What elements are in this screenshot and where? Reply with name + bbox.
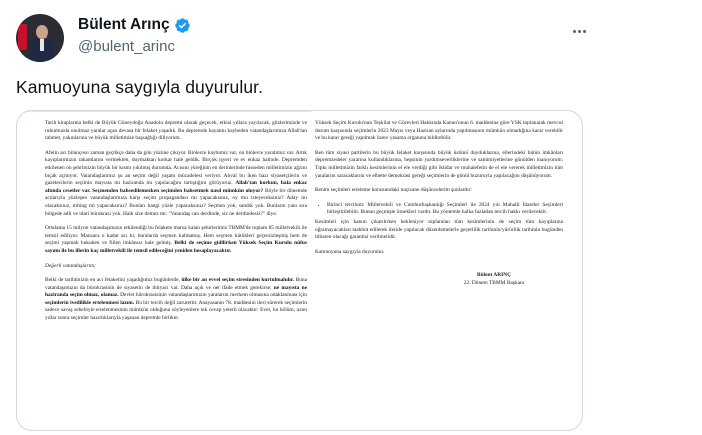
doc-bullet-list bbox=[315, 202, 563, 217]
avatar[interactable] bbox=[16, 14, 64, 62]
signature-title: 22. Dönem TBMM Başkanı bbox=[463, 279, 525, 286]
doc-paragraph: Ben tüm siyasi partilerin bu büyük felaket karşısında büyük üstünü duyduklarına, ellerindeki bütün imkânları depremzedeler yararına kullandıklarına, hepsinin yardımseverliklerine ve samimiyetlerine gönülden inanıyorum. Tıpkı milletimizin farklı kesimlerinin el ele verdiği gibi iktidar ve muhalefetin de el ele vererek milletimizin tüm yaralarını saracaklarını ve elbette demokrasi gereği seçimlerin de gönül huzuruyla yapılacağını düşünüyorum. bbox=[315, 149, 563, 179]
document-page-left bbox=[45, 120, 307, 330]
more-horizontal-icon bbox=[578, 30, 581, 33]
doc-paragraph: Kesimleri için kanun çıkarılırken bekleniyor toplanılan tüm kesimlerinin de seçim tüm kayıplarına uğramayacakları taahhüt edilerek ileride yapılacak düzenlemelerle geçerlilik tarihinin/yürürlük tarihinin bugünden itibaren olacağı garantisi verilmelidir. bbox=[315, 218, 563, 241]
doc-bullet-item: • Birinci tercihim: Milletvekili ve Cumhurbaşkanlığı Seçimleri ile 2024 yılı Mahalli İdareler Seçimleri birleştirilebilir. Bunun geçmişte örnekleri vardır. Bu yöntemle halka fazladan tercih hakkı verilecektir. bbox=[327, 202, 563, 217]
verified-badge-icon bbox=[174, 17, 191, 34]
more-options-button[interactable] bbox=[567, 25, 591, 37]
more-horizontal-icon bbox=[573, 30, 576, 33]
tweet-text: Kamuoyuna saygıyla duyurulur. bbox=[16, 77, 264, 97]
display-name[interactable]: Bülent Arınç bbox=[78, 16, 170, 33]
shirt-shape bbox=[40, 39, 44, 51]
doc-paragraph: Afetin acı bilançosu zaman geçtikçe daha da gün yüzüne çıkıyor. Binlerce kaybımız var, on binlerce yaralımız var. Artık kayıplarımızın rakamlarını vermekten, duymaktan korkar hale geldik. Birçok işyeri ve ev enkaz halinde. Depremden etkilenen on şehrimizin büyük bir kısmı yıkılmış durumda. Acısını yüreğinin en derinlerinde hisseden milletimizin ağzını bıçak açmıyor. Vatandaşlarımız şu an seçim değil yaşam mücadelesi veriyor. Ahval bu iken bazı siyasetçilerin ve gazetecilerin seçimin mayısta mı haziranda mı yapılacağını tartıştığını görüyoruz. Allah'tan korkun, hala enkaz altında cesetler var. Seçmenden bahsedilemezken seçimden bahsetmek nasıl mümkün oluyor? Böyle bir dönemde acılarıyla yüzleşen vatandaşlarımıza karşı seçim propagandası mı yapacaksınız, oy mu isteyeceksiniz? Aday mı olacaksınız, miting mi yapacaksınız? Bunları hangi yüzle yapacaksınız? Seçmen yok, sandık yok. Bunların yanı sıra bölgede adli ve idari bürokrasi yok. Halk size demez mi: "Vatandaş can derdinde, siz ne derdindesiz?" diye. bbox=[45, 149, 308, 217]
doc-paragraph: Yüksek Seçim Kurulu'nun Teşkilat ve Görevleri Hakkında Kanun'unun 6. maddesine göre YSK toplanarak mevcut durum karşısında seçimlerin 2023 Mayıs veya Haziran aylarında yapılmasının mümkün olmadığına karar verebilir ve bu karar gereği yapılmak üzere yasama organına bildirebilir. bbox=[315, 120, 563, 142]
page-top-edge bbox=[17, 111, 311, 112]
doc-paragraph: Ortalama 15 milyon vatandaşımızın etkilendiği bu felakete maruz kalan şehirlerimiz TBMM'de toplam 85 milletvekili ile temsil ediliyor. Manzara o kadar acı ki; buralarda seçmen kalmamış. Hem seçmen kütükleri geçersizleşmiş hem de seçimi yapmak hukuken ve fiilen imkânsız hale gelmiş. Belki de seçime gidilirken Yüksek Seçim Kurulu nüfus sayımı ile bu illerin kaç milletvekili ile temsil edileceğini yeniden hesaplayacaktır. bbox=[45, 225, 308, 254]
flag-shape bbox=[18, 24, 27, 50]
more-horizontal-icon bbox=[583, 30, 586, 33]
tweet-media-image[interactable] bbox=[16, 110, 583, 431]
name-row bbox=[78, 16, 191, 34]
doc-paragraph: Tarih kitaplarına belki de Büyük Güneydoğu Anadolu depremi olarak geçecek, etkisi yıllara yayılacak, gözlerimizde ve ruhumuzda onulmaz yaralar açan devasa bir felaket yaşadık. Bu depremde hayatını kaybeden vatandaşlarımıza Allah'tan rahmet, yakınlarına ve büyük milletimize başsağlığı diliyorum. bbox=[45, 120, 307, 142]
signature-name: Bülent ARINÇ bbox=[477, 272, 511, 279]
doc-salutation: Değerli vatandaşlarım; bbox=[45, 262, 96, 269]
doc-paragraph: Benim seçimleri erteleme konusundaki naçizane düşüncelerim şunlardır: bbox=[315, 187, 472, 194]
tweet-header bbox=[16, 14, 596, 64]
document-page-right bbox=[315, 120, 563, 288]
head-shape bbox=[36, 25, 48, 39]
user-handle[interactable]: @bulent_arinc bbox=[78, 38, 175, 55]
signature-block bbox=[425, 272, 563, 287]
doc-closing: Kamuoyuna saygıyla duyurulur. bbox=[315, 248, 385, 255]
doc-paragraph: Belki de tarihimizin en acı felaketini yaşadığımız bugünlerde, ülke bir an evvel seçim stresinden kurtulmalıdır. Buna vatandaşımızın da bürokrasinin de siyasetin de ihtiyacı var. Daha açık ve net ifade etmek gerekirse; ne mayısta ne haziranda seçim olmaz, olamaz. Devlet bürokrasisinin vatandaşlarımızın yaralarını merhem olmasına odaklanması için seçimlerin ivedilikle ertelenmesi lazım. Bu bir tercih değil zarurettir. Anayasanın 78. maddesini ileri sürerek seçimlerin sadece savaş sebebiyle ertelenmesinin mümkün olduğunu söyleyenlere tek cevap yeterli olacaktır: Evet, bu bölüm, uzun yıllar sonra seçimler hazırlıklarıyla yaşanan depremle birlikte. bbox=[45, 277, 308, 322]
